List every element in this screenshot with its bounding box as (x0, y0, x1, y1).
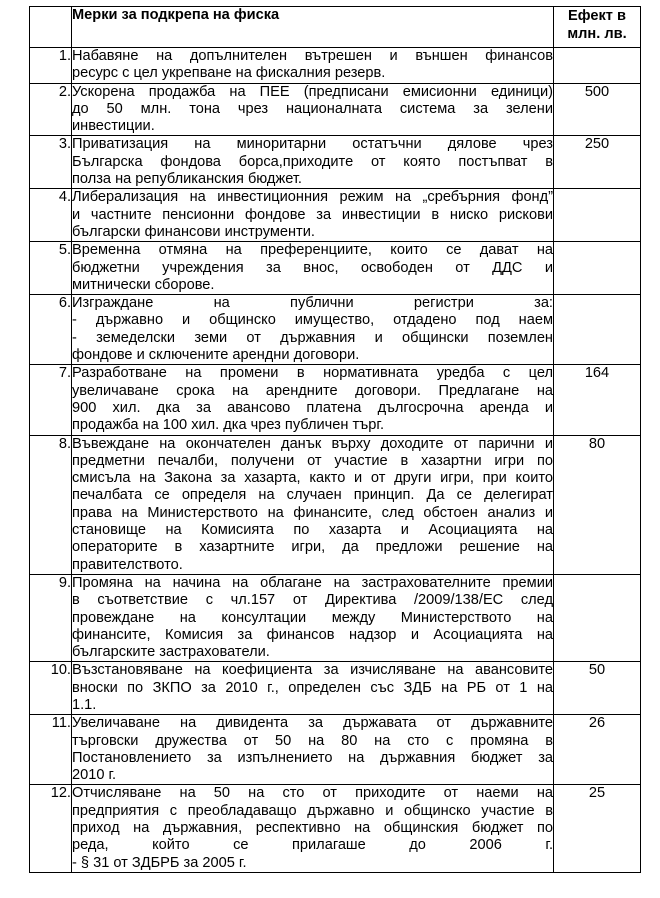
measure-text-line: Набавяне на допълнителен вътрешен и външен финансов (72, 48, 553, 64)
measure-text-line: 900 хил. дка за авансово платена дългосрочна аренда и (72, 399, 553, 416)
measure-cell (72, 83, 554, 136)
effect-value: 25 (554, 785, 641, 872)
header-effect (554, 7, 641, 48)
measure-text-line: - § 31 от ЗДБРБ за 2005 г. (72, 854, 247, 871)
measure-cell (72, 242, 554, 295)
effect-value: 50 (554, 662, 641, 715)
measure-text-line: смисъла на Закона за хазарта, както и от други игри, при които (72, 470, 553, 487)
table-row (30, 83, 641, 136)
measure-text-line: вноски по ЗКПО за 2010 г., определен със ЗДБ на РБ от 1 на (72, 679, 553, 696)
measure-text-line: печалбата се определя на случаен принцип. Да се делегират (72, 487, 553, 504)
measure-cell (72, 365, 554, 435)
measure-text-line: българските застрахователи. (72, 644, 270, 661)
measure-text-line: фондове и сключените арендни договори. (72, 347, 360, 364)
row-number: 12. (30, 785, 72, 872)
row-number: 9. (30, 574, 72, 661)
measure-text-line: операторите в хазартните игри, да предложи решение на (72, 539, 553, 556)
row-number: 11. (30, 715, 72, 785)
measure-text-line: Либерализация на инвестиционния режим на „сребърния фонд” (72, 189, 553, 206)
measure-cell (72, 295, 554, 365)
measure-text-line: приход на държавния, респективно на общинския бюджет по (72, 820, 553, 837)
row-number: 4. (30, 189, 72, 242)
row-number: 8. (30, 435, 72, 574)
measure-text-line: правителството. (72, 556, 183, 573)
measure-text-line: права на Министерството на финансите, след обстоен анализ и (72, 504, 553, 521)
measure-text-line: предприятия с преобладаващо държавно и общинско участие в (72, 802, 553, 819)
header-effect-line-2: млн. лв. (567, 26, 627, 42)
measure-cell (72, 136, 554, 189)
measure-text-line: до 50 млн. тона чрез националната система за зелени (72, 100, 553, 117)
measure-text-line: Временна отмяна на преференциите, които се дават на (72, 242, 553, 259)
effect-value: 164 (554, 365, 641, 435)
measure-text-line: Изграждане на публични регистри за: (72, 295, 553, 312)
measure-text-line: Ускорена продажба на ПЕЕ (предписани емисионни единици) (72, 83, 553, 100)
measure-text-line: реда, който се прилагаше до 2006 г. (72, 837, 553, 854)
measure-text-line: Постановлението за изпълнението на държавния бюджет за (72, 749, 553, 766)
measure-text-line: Увеличаване на дивидента за държавата от държавните (72, 715, 553, 732)
table-row (30, 785, 641, 872)
measure-text-line: търговски дружества от 50 на 80 на сто с промяна в (72, 732, 553, 749)
table-body (30, 48, 641, 873)
header-effect-line-1: Ефект в (568, 8, 626, 24)
measure-cell (72, 574, 554, 661)
measure-cell (72, 715, 554, 785)
effect-value (554, 48, 641, 84)
measure-cell (72, 48, 554, 84)
row-number: 5. (30, 242, 72, 295)
measure-cell (72, 785, 554, 872)
effect-value: 26 (554, 715, 641, 785)
measure-text-line: митнически сборове. (72, 276, 215, 293)
row-number: 2. (30, 83, 72, 136)
measure-text-line: 1.1. (72, 696, 97, 713)
measure-text-line: инвестиции. (72, 118, 155, 135)
table-row (30, 662, 641, 715)
measure-text-line: Промяна на начина на облагане на застрахователните премии (72, 574, 553, 591)
table-row (30, 715, 641, 785)
measure-text-line: ресурс с цел укрепване на фискалния резерв. (72, 65, 386, 82)
fiscal-measures-table (29, 6, 641, 873)
measure-text-line: Българска фондова борса,приходите от която постъпват в (72, 153, 553, 170)
effect-value: 80 (554, 435, 641, 574)
row-number: 1. (30, 48, 72, 84)
row-number: 10. (30, 662, 72, 715)
measure-text-line: полза на републиканския бюджет. (72, 171, 302, 188)
row-number: 3. (30, 136, 72, 189)
table-row (30, 136, 641, 189)
measure-text-line: - земеделски земи от държавния и общински поземлен (72, 329, 553, 346)
table-row (30, 48, 641, 84)
effect-value (554, 189, 641, 242)
measure-text-line: Възстановяване на коефициента за изчисляване на авансовите (72, 662, 553, 679)
effect-value: 250 (554, 136, 641, 189)
effect-value (554, 295, 641, 365)
table-row (30, 295, 641, 365)
row-number: 7. (30, 365, 72, 435)
measure-text-line: предметни печалби, получени от участие в хазартни игри по (72, 452, 553, 469)
measure-text-line: 2010 г. (72, 767, 117, 784)
measure-text-line: и частните пенсионни фондове за инвестиции в ниско рискови (72, 206, 553, 223)
header-measure: Мерки за подкрепа на фиска (72, 7, 554, 48)
measure-text-line: увеличаване срока на арендните договори. Предлагане на (72, 382, 553, 399)
measure-text-line: бюджетни учреждения за внос, освободен от ДДС и (72, 259, 553, 276)
measure-cell (72, 189, 554, 242)
measure-cell (72, 435, 554, 574)
measure-text-line: финансите, Комисия за финансов надзор и Асоциацията на (72, 626, 553, 643)
header-row (30, 7, 641, 48)
measure-text-line: Отчисляване на 50 на сто от приходите от наеми на (72, 785, 553, 802)
measure-text-line: становище на Комисията по хазарта и Асоциацията на (72, 522, 553, 539)
table-row (30, 574, 641, 661)
header-num-cell (30, 7, 72, 48)
measure-text-line: Въвеждане на окончателен данък върху доходите от парични и (72, 435, 553, 452)
measure-text-line: провеждане на консултации между Министерството на (72, 609, 553, 626)
measure-text-line: Разработване на промени в нормативната уредба с цел (72, 365, 553, 382)
measure-cell (72, 662, 554, 715)
measure-text-line: в съответствие с чл.157 от Директива /2009/138/ЕС след (72, 592, 553, 609)
table-row (30, 365, 641, 435)
table-row (30, 189, 641, 242)
measure-text-line: Приватизация на миноритарни остатъчни дялове чрез (72, 136, 553, 153)
measure-text-line: български финансови инструменти. (72, 223, 315, 240)
measure-text-line: - държавно и общинско имущество, отдадено под наем (72, 312, 553, 329)
effect-value (554, 574, 641, 661)
table-row (30, 242, 641, 295)
row-number: 6. (30, 295, 72, 365)
table-row (30, 435, 641, 574)
effect-value (554, 242, 641, 295)
measure-text-line: продажба на 100 хил. дка чрез публичен търг. (72, 417, 385, 434)
effect-value: 500 (554, 83, 641, 136)
